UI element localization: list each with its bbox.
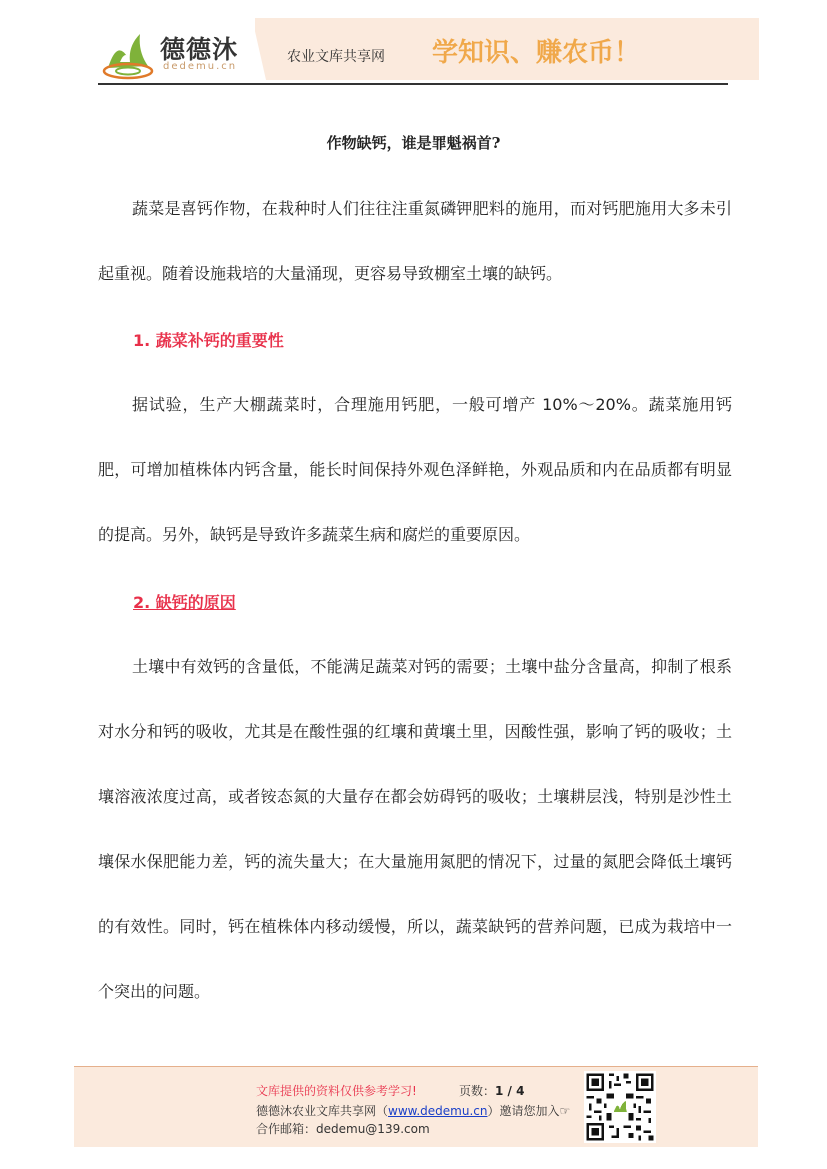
footer-email-label: 合作邮箱： [256, 1122, 317, 1136]
section-heading-2: 2. 缺钙的原因 [133, 593, 236, 612]
footer-site-link[interactable]: www.dedemu.cn [388, 1104, 488, 1118]
section-heading-1: 1. 蔬菜补钙的重要性 [133, 331, 284, 350]
logo-name: 德德沐 [160, 35, 239, 64]
logo-leaf-icon [100, 28, 156, 80]
page-counter-label: 页数： [459, 1084, 496, 1098]
footer-site-prefix: 德德沐农业文库共享网（ [256, 1104, 389, 1118]
section-body-2: 土壤中有效钙的含量低，不能满足蔬菜对钙的需要；土壤中盐分含量高，抑制了根系对水分和钙的吸收，尤其是在酸性强的红壤和黄壤土里，因酸性强，影响了钙的吸收；土壤溶液浓度过高，或者铵态氮的大量存在都会妨碍钙的吸收；土壤耕层浅，特别是沙性土壤保水保肥能力差，钙的流失量大；在大量施用氮肥的情况下，过量的氮肥会降低土壤钙的有效性。同时，钙在植株体内移动缓慢，所以，蔬菜缺钙的营养问题，已成为栽培中一个突出的问题。 [98, 657, 732, 1001]
header-band-cut [252, 18, 266, 80]
page-header [0, 0, 827, 90]
logo-domain: dedemu.cn [163, 61, 238, 72]
qr-code-icon [584, 1071, 656, 1143]
footer-site-invite [256, 1102, 570, 1119]
header-site-name: 农业文库共享网 [287, 49, 385, 65]
page-footer [74, 1066, 758, 1147]
footer-notice: 文库提供的资料仅供参考学习! [256, 1084, 417, 1098]
document-title: 作物缺钙，谁是罪魁祸首? [326, 134, 501, 152]
intro-paragraph: 蔬菜是喜钙作物，在栽种时人们往往注重氮磷钾肥料的施用，而对钙肥施用大多未引起重视。随着设施栽培的大量涌现，更容易导致棚室土壤的缺钙。 [98, 199, 732, 283]
footer-email [256, 1120, 430, 1137]
page-counter-value: 1 / 4 [495, 1084, 525, 1098]
page-counter [459, 1082, 524, 1099]
footer-email-value: dedemu@139.com [316, 1122, 430, 1136]
header-divider [98, 83, 728, 85]
footer-site-suffix: ）邀请您加入☞ [487, 1104, 571, 1118]
section-body-1: 据试验，生产大棚蔬菜时，合理施用钙肥，一般可增产 10%～20%。蔬菜施用钙肥，可增加植株体内钙含量，能长时间保持外观色泽鲜艳，外观品质和内在品质都有明显的提高。另外，缺钙是导致许多蔬菜生病和腐烂的重要原因。 [98, 395, 732, 544]
header-slogan: 学知识、赚农币！ [432, 38, 641, 68]
